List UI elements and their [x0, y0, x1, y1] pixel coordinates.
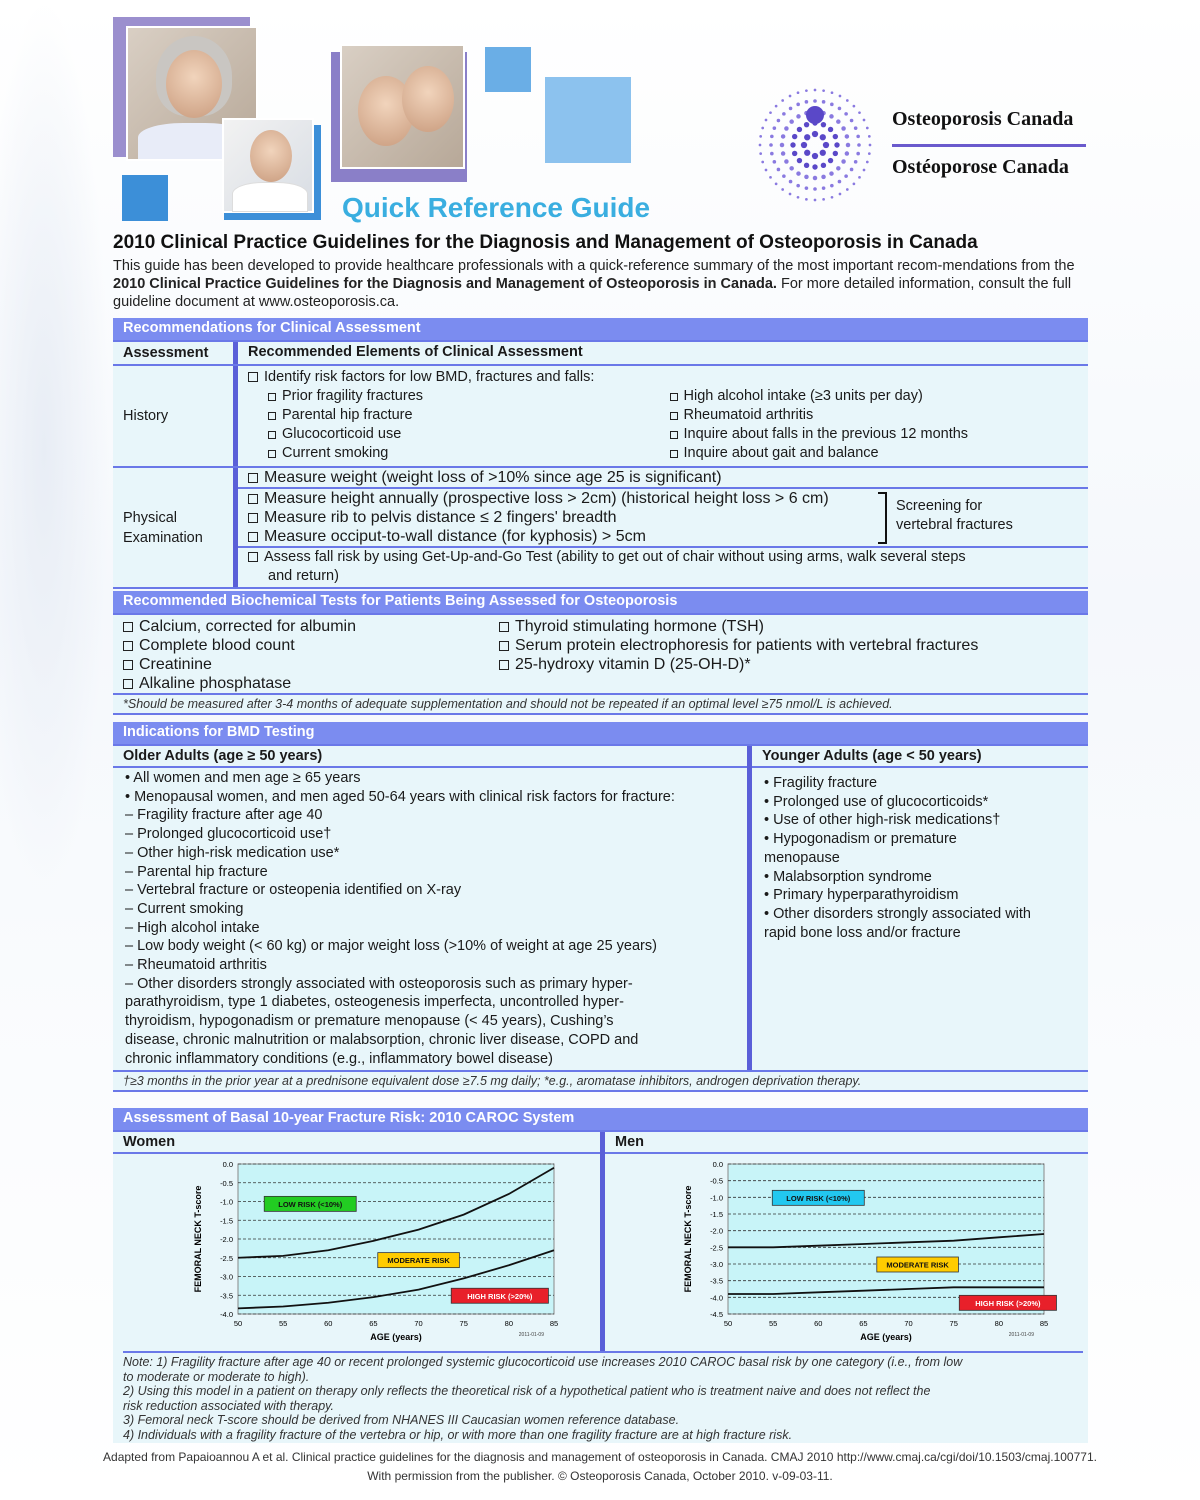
- main-title: 2010 Clinical Practice Guidelines for the Diagnosis and Management of Osteoporosis in Canada: [113, 232, 978, 253]
- logo-dot: [854, 126, 858, 130]
- logo-dot: [822, 186, 826, 190]
- section-header: Indications for BMD Testing: [113, 722, 1088, 744]
- logo-dot: [868, 135, 871, 138]
- logo-dot: [797, 91, 800, 94]
- list-item: chronic inflammatory conditions (e.g., inflammatory bowel disease): [125, 1050, 553, 1067]
- checkbox-icon: [123, 679, 133, 689]
- logo-dot: [812, 131, 818, 137]
- list-item: Prior fragility fractures: [268, 387, 677, 406]
- logo-dot: [838, 107, 842, 111]
- list-item: – High alcohol intake: [125, 919, 260, 936]
- logo-dot: [846, 188, 849, 191]
- logo-dot: [844, 174, 848, 178]
- younger-adults-list: [752, 768, 1088, 944]
- list-item: – Prolonged glucocorticoid use†: [125, 826, 332, 843]
- history-risk-list-left: [268, 387, 677, 463]
- y-tick-label: 0.0: [222, 1160, 233, 1169]
- spine-watermark: [0, 0, 110, 900]
- x-tick-label: 55: [278, 1319, 288, 1328]
- y-tick-label: -3.5: [220, 1291, 233, 1301]
- logo-dot: [805, 100, 809, 104]
- screening-note: Screening for vertebral fractures: [896, 498, 1013, 533]
- logo-dot: [789, 95, 792, 98]
- list-item: Measure height annually (prospective loss > 2cm) (historical height loss > 6 cm): [248, 489, 1078, 508]
- logo-dot: [831, 91, 834, 94]
- list-item: Rheumatoid arthritis: [670, 406, 1079, 425]
- x-tick-label: 55: [768, 1319, 778, 1328]
- logo-dot: [761, 161, 764, 164]
- logo-dot: [804, 134, 810, 140]
- list-item: Measure occiput-to-wall distance (for kyphosis) > 5cm: [248, 527, 1078, 546]
- y-tick-label: -4.0: [220, 1310, 233, 1319]
- section-header: Recommended Biochemical Tests for Patients Being Assessed for Osteoporosis: [113, 591, 1088, 613]
- list-item: 2) Using this model in a patient on therapy only reflects the theoretical risk of a hypothetical patient who is treatment naive and does not reflect the: [123, 1384, 931, 1398]
- logo-dot: [868, 152, 871, 155]
- y-tick-label: -2.0: [220, 1235, 233, 1244]
- list-item: Identify risk factors for low BMD, fractures and falls:: [248, 368, 1078, 387]
- logo-dot: [812, 153, 818, 159]
- x-tick-label: 50: [723, 1319, 733, 1328]
- list-item: – Other high-risk medication use*: [125, 844, 340, 861]
- x-tick-label: 80: [994, 1319, 1004, 1328]
- checkbox-icon: [248, 494, 258, 504]
- logo-dot: [850, 119, 854, 123]
- chart-corner-label: 2011-01-09: [1008, 1332, 1034, 1338]
- logo-dot: [790, 142, 795, 147]
- checkbox-icon: [268, 393, 276, 401]
- logo-dot: [805, 186, 809, 190]
- logo-dot: [834, 142, 839, 147]
- logo-dot: [812, 164, 817, 169]
- column-header-elements: Recommended Elements of Clinical Assessment: [233, 342, 1088, 364]
- list-item: Measure weight (weight loss of >10% since age 25 is significant): [238, 468, 1088, 487]
- x-tick-label: 75: [949, 1319, 958, 1328]
- logo-dot: [836, 119, 841, 124]
- x-tick-label: 60: [814, 1319, 823, 1328]
- list-item: – Rheumatoid arthritis: [125, 957, 267, 974]
- list-item: to moderate or moderate to high).: [123, 1369, 310, 1384]
- risk-label-2: MODERATE RISK: [886, 1260, 949, 1270]
- logo-dot: [789, 193, 792, 196]
- biochem-list-right: [499, 617, 1078, 693]
- logo-dot: [777, 119, 781, 123]
- logo-dot: [841, 126, 846, 131]
- logo-dot: [781, 134, 786, 139]
- list-item: • Malabsorption syndrome: [764, 868, 932, 885]
- osteoporosis-canada-logo-icon: [755, 85, 875, 205]
- list-item: Current smoking: [268, 444, 677, 463]
- list-item: parathyroidism, type 1 diabetes, osteogenesis imperfecta, uncontrolled hyper-: [125, 994, 624, 1011]
- checkbox-icon: [670, 450, 678, 458]
- men-label: Men: [605, 1132, 1088, 1154]
- footer-permission: With permission from the publisher. © Osteoporosis Canada, October 2010. v-09-03-11.: [367, 1469, 833, 1483]
- list-item: 25-hydroxy vitamin D (25-OH-D)*: [499, 655, 1078, 674]
- logo-dot: [829, 171, 834, 176]
- logo-dot: [821, 122, 826, 127]
- logo-dot: [846, 143, 851, 148]
- biochemical-tests-section: [113, 591, 1088, 715]
- logo-dot: [858, 176, 861, 179]
- logo-dot: [821, 175, 826, 180]
- checkbox-icon: [499, 660, 509, 670]
- logo-dot: [841, 159, 846, 164]
- checkbox-icon: [499, 641, 509, 651]
- risk-label-1: LOW RISK (<10%): [278, 1199, 343, 1209]
- bmd-footnote: †≥3 months in the prior year at a prednisone equivalent dose ≥7.5 mg daily; *e.g., aromatase inhibitors, androgen deprivation therapy.: [113, 1070, 1088, 1090]
- risk-label-3: HIGH RISK (>20%): [975, 1298, 1041, 1308]
- logo-dot: [836, 166, 841, 171]
- logo-dot: [759, 144, 762, 147]
- decor-square-small: [122, 175, 168, 221]
- logo-dot: [813, 187, 817, 191]
- logo-dot: [813, 99, 817, 103]
- y-tick-label: -1.5: [710, 1210, 723, 1219]
- chart-corner-label: 2011-01-09: [518, 1332, 544, 1338]
- list-item: Complete blood count: [123, 636, 499, 655]
- x-tick-label: 70: [904, 1319, 913, 1328]
- logo-dot: [769, 143, 773, 147]
- logo-dot: [822, 100, 826, 104]
- checkbox-icon: [268, 412, 276, 420]
- x-tick-label: 85: [549, 1319, 559, 1328]
- logo-dot: [796, 103, 800, 107]
- risk-label-1: LOW RISK (<10%): [786, 1193, 851, 1203]
- checkbox-icon: [123, 622, 133, 632]
- logo-dot: [770, 135, 774, 139]
- logo-dot: [805, 198, 808, 201]
- plot-area: [728, 1164, 1044, 1314]
- logo-dot: [814, 89, 817, 92]
- biochem-footnote: *Should be measured after 3-4 months of adequate supplementation and should not be repeated if an optimal level ≥75 nmol/L is achieved.: [113, 693, 1088, 713]
- logo-dot: [853, 183, 856, 186]
- list-item: – Parental hip fracture: [125, 863, 268, 880]
- y-tick-label: -2.5: [710, 1243, 723, 1253]
- quick-reference-title: Quick Reference Guide: [342, 192, 651, 223]
- y-tick-label: -3.0: [710, 1260, 723, 1269]
- list-item: Inquire about falls in the previous 12 months: [670, 425, 1079, 444]
- list-item: Inquire about gait and balance: [670, 444, 1079, 463]
- logo-figure-head: [806, 106, 824, 124]
- risk-label-3: HIGH RISK (>20%): [467, 1291, 533, 1301]
- y-tick-label: -0.5: [710, 1176, 723, 1186]
- logo-dot: [782, 112, 786, 116]
- section-header: Assessment of Basal 10-year Fracture Risk: 2010 CAROC System: [113, 1108, 1088, 1130]
- list-item: • All women and men age ≥ 65 years: [125, 770, 361, 786]
- logo-dot: [761, 127, 764, 130]
- list-item: Calcium, corrected for albumin: [123, 617, 499, 636]
- logo-dot: [853, 105, 856, 108]
- caroc-notes: [123, 1351, 1083, 1442]
- list-item: disease, chronic malnutrition or malabsorption, chronic liver disease, COPD and: [125, 1031, 639, 1048]
- younger-adults-title: Younger Adults (age < 50 years): [752, 746, 1088, 768]
- list-item: • Fragility fracture: [764, 775, 878, 791]
- logo-dot: [850, 168, 854, 172]
- logo-dot: [846, 99, 849, 102]
- logo-dot: [782, 174, 786, 178]
- list-item: • Other disorders strongly associated with: [764, 905, 1031, 922]
- logo-dot: [789, 180, 793, 184]
- y-tick-label: -1.0: [710, 1193, 723, 1203]
- list-item: thyroidism, hypogonadism or premature menopause (< 45 years), Cushing’s: [125, 1013, 614, 1030]
- y-tick-label: -1.0: [220, 1197, 233, 1207]
- logo-dot: [821, 163, 826, 168]
- physical-row: Physical Examination Measure weight (weight loss of >10% since age 25 is significant) Measure height annually (prospective loss > 2cm) (historical height loss > 6 cm) Measure rib to pelvis distance ≤ 2 fingers' breadth Measure occiput-to-wall distance (for kyphosis) > 5cm Screening for vertebral fractures Assess fall risk by using Get-Up-and-Go Test (ability to get out of chair without using arms, walk several steps and return): [113, 466, 1088, 587]
- physical-label: Physical Examination: [123, 509, 203, 546]
- checkbox-icon: [248, 473, 258, 483]
- logo-dot: [773, 160, 777, 164]
- logo-dot: [804, 175, 809, 180]
- logo-dot: [759, 152, 762, 155]
- list-item: • Hypogonadism or premature: [764, 831, 957, 848]
- logo-dot: [770, 152, 774, 156]
- logo-dot: [820, 134, 826, 140]
- logo-dot: [801, 142, 807, 148]
- logo-dot: [858, 111, 861, 114]
- y-tick-label: -2.5: [220, 1253, 233, 1263]
- list-item: • Use of other high-risk medications†: [764, 812, 1001, 829]
- list-item: risk reduction associated with therapy.: [123, 1398, 334, 1413]
- list-item: • Primary hyperparathyroidism: [764, 887, 959, 904]
- screening-bracket: [878, 492, 887, 544]
- list-item: Measure rib to pelvis distance ≤ 2 fingers' breadth: [248, 508, 1078, 527]
- list-item: – Low body weight (< 60 kg) or major weight loss (>10% of weight at age 25 years): [125, 938, 657, 955]
- checkbox-icon: [268, 450, 276, 458]
- x-axis-label: AGE (years): [370, 1332, 422, 1342]
- column-header-assessment: Assessment: [123, 345, 209, 361]
- history-label: History: [123, 408, 169, 424]
- decor-square-2: [545, 77, 631, 163]
- y-tick-label: 0.0: [712, 1160, 723, 1169]
- checkbox-icon: [670, 431, 678, 439]
- logo-dot: [813, 176, 818, 181]
- logo-dot: [814, 199, 817, 202]
- logo-dot: [828, 158, 833, 163]
- logo-dot: [777, 168, 781, 172]
- x-tick-label: 50: [233, 1319, 243, 1328]
- y-tick-label: -3.0: [220, 1272, 233, 1282]
- list-item: – Current smoking: [125, 900, 244, 917]
- list-item: – Fragility fracture after age 40: [125, 807, 323, 824]
- logo-dot: [792, 134, 797, 139]
- risk-label-2: MODERATE RISK: [387, 1256, 450, 1266]
- logo-dot: [822, 89, 825, 92]
- x-tick-label: 60: [324, 1319, 333, 1328]
- logo-dot: [765, 119, 768, 122]
- list-item: 4) Individuals with a fragility fracture of the vertebra or hip, or with more than one fragility fracture are at high fracture risk.: [123, 1427, 793, 1442]
- logo-dot: [769, 111, 772, 114]
- checkbox-icon: [670, 412, 678, 420]
- clinical-assessment-section: [113, 318, 1088, 589]
- list-item: 3) Femoral neck T-score should be derived from NHANES III Caucasian women reference database.: [123, 1413, 680, 1427]
- logo-dot: [781, 151, 786, 156]
- checkbox-icon: [248, 552, 258, 562]
- logo-dot: [856, 135, 860, 139]
- checkbox-icon: [123, 641, 133, 651]
- checkbox-icon: [248, 372, 258, 382]
- history-risk-list-right: [670, 387, 1079, 463]
- logo-dot: [833, 151, 838, 156]
- list-item: Assess fall risk by using Get-Up-and-Go Test (ability to get out of chair without using arms, walk several steps: [248, 548, 1078, 567]
- table-header-row: [113, 340, 1088, 364]
- logo-dot: [839, 95, 842, 98]
- logo-dot: [780, 143, 785, 148]
- y-tick-label: -3.5: [710, 1276, 723, 1286]
- list-item: Note: 1) Fragility fracture after age 40 or recent prolonged systemic glucocorticoid use increases 2010 CAROC basal risk by one category (i.e., from low: [123, 1355, 963, 1369]
- logo-dot: [838, 180, 842, 184]
- logo-dot: [833, 134, 838, 139]
- checkbox-icon: [499, 622, 509, 632]
- logo-text-fr: Ostéoporose Canada: [892, 156, 1069, 178]
- logo-dot: [773, 126, 777, 130]
- logo-dot: [797, 127, 802, 132]
- men-caroc-chart: [673, 1154, 1063, 1350]
- logo-dot: [866, 161, 869, 164]
- logo-dot: [792, 151, 797, 156]
- list-item: • Menopausal women, and men aged 50-64 years with clinical risk factors for fracture:: [125, 788, 675, 805]
- list-item: Parental hip fracture: [268, 406, 677, 425]
- women-caroc-chart: [183, 1154, 573, 1350]
- y-axis-label: FEMORAL NECK T-score: [193, 1185, 203, 1293]
- checkbox-icon: [670, 393, 678, 401]
- logo-dot: [830, 103, 834, 107]
- older-adults-title: Older Adults (age ≥ 50 years): [113, 746, 747, 768]
- caroc-section: [113, 1108, 1088, 1443]
- logo-dot: [820, 150, 826, 156]
- logo-dot: [829, 114, 834, 119]
- logo-dot: [765, 169, 768, 172]
- caroc-divider: [600, 1154, 605, 1352]
- footer-citation: Adapted from Papaioannou A et al. Clinical practice guidelines for the diagnosis and management of osteoporosis in Canada. CMAJ 2010 http://www.cmaj.ca/cgi/doi/10.1503/cmaj.100771.: [103, 1450, 1097, 1464]
- logo-dot: [775, 183, 778, 186]
- intro-paragraph: This guide has been developed to provide healthcare professionals with a quick-reference summary of the most important recom-mendations from the 2010 Clinical Practice Guidelines for the Diagnosis and Management of Osteoporosis in Canada. For more detailed information, consult the full guideline document at www.osteoporosis.ca.: [113, 258, 1075, 310]
- logo-divider: [892, 144, 1086, 147]
- logo-dot: [869, 144, 872, 147]
- logo-dot: [866, 127, 869, 130]
- logo-dot: [805, 89, 808, 92]
- y-tick-label: -2.0: [710, 1226, 723, 1236]
- biochem-list-left: [123, 617, 499, 693]
- logo-dot: [789, 119, 794, 124]
- list-item: menopause: [764, 849, 840, 866]
- list-item: Thyroid stimulating hormone (TSH): [499, 617, 1078, 636]
- logo-dot: [784, 159, 789, 164]
- checkbox-icon: [248, 532, 258, 542]
- logo-dot: [804, 122, 809, 127]
- logo-dot: [775, 105, 778, 108]
- list-item: Glucocorticoid use: [268, 425, 677, 444]
- checkbox-icon: [248, 513, 258, 523]
- logo-dot: [828, 127, 833, 132]
- logo-dot: [781, 99, 784, 102]
- y-tick-label: -1.5: [220, 1216, 233, 1226]
- y-axis-label: FEMORAL NECK T-score: [683, 1185, 693, 1293]
- history-row: [113, 364, 1088, 466]
- checkbox-icon: [123, 660, 133, 670]
- logo-dot: [863, 119, 866, 122]
- x-tick-label: 85: [1039, 1319, 1049, 1328]
- list-item: High alcohol intake (≥3 units per day): [670, 387, 1079, 406]
- checkbox-icon: [268, 431, 276, 439]
- logo-dot: [797, 158, 802, 163]
- logo-dot: [823, 142, 829, 148]
- photo-couple: [340, 44, 465, 169]
- list-item: Alkaline phosphatase: [123, 674, 499, 693]
- list-item: Serum protein electrophoresis for patients with vertebral fractures: [499, 636, 1078, 655]
- x-axis-label: AGE (years): [860, 1332, 912, 1342]
- logo-dot: [856, 152, 860, 156]
- x-tick-label: 65: [369, 1319, 378, 1328]
- logo-dot: [857, 143, 861, 147]
- x-tick-label: 65: [859, 1319, 868, 1328]
- logo-dot: [797, 196, 800, 199]
- list-item: • Prolonged use of glucocorticoids*: [764, 793, 989, 810]
- logo-dot: [839, 193, 842, 196]
- logo-dot: [845, 134, 850, 139]
- logo-dot: [804, 150, 810, 156]
- y-tick-label: -0.5: [220, 1178, 233, 1188]
- y-tick-label: -4.0: [710, 1293, 723, 1303]
- list-item: – Vertebral fracture or osteopenia identified on X-ray: [125, 882, 462, 899]
- logo-dot: [769, 176, 772, 179]
- section-header: Recommendations for Clinical Assessment: [113, 318, 1088, 340]
- logo-dot: [854, 160, 858, 164]
- bmd-testing-section: [113, 722, 1088, 1092]
- history-content: [233, 366, 1088, 466]
- logo-dot: [784, 126, 789, 131]
- older-adults-list: [113, 768, 747, 1070]
- logo-dot: [804, 163, 809, 168]
- logo-dot: [781, 188, 784, 191]
- logo-dot: [796, 171, 801, 176]
- list-item: rapid bone loss and/or fracture: [764, 924, 961, 941]
- logo-dot: [789, 107, 793, 111]
- decor-square-1: [485, 47, 531, 92]
- logo-dot: [796, 114, 801, 119]
- logo-text-en: Osteoporosis Canada: [892, 108, 1074, 130]
- logo-dot: [789, 166, 794, 171]
- x-tick-label: 75: [459, 1319, 468, 1328]
- logo-dot: [863, 169, 866, 172]
- logo-dot: [796, 184, 800, 188]
- logo-dot: [822, 198, 825, 201]
- y-tick-label: -4.5: [710, 1310, 723, 1319]
- list-item: – Other disorders strongly associated with osteoporosis such as primary hyper-: [125, 975, 633, 992]
- x-tick-label: 80: [504, 1319, 514, 1328]
- logo-dot: [830, 184, 834, 188]
- logo-dot: [845, 151, 850, 156]
- x-tick-label: 70: [414, 1319, 423, 1328]
- women-label: Women: [113, 1132, 600, 1154]
- list-item: Creatinine: [123, 655, 499, 674]
- logo-dot: [759, 135, 762, 138]
- photo-man: [222, 118, 314, 213]
- logo-dot: [831, 196, 834, 199]
- logo-dot: [844, 112, 848, 116]
